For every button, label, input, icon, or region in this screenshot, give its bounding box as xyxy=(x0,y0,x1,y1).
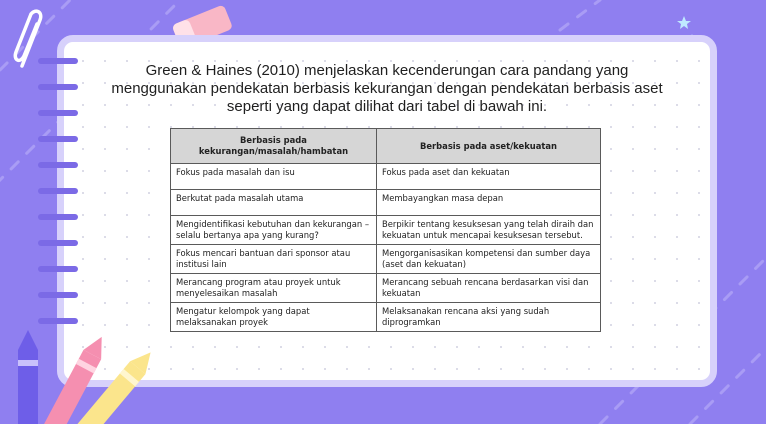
comparison-table xyxy=(170,128,601,332)
notebook-ring-icon xyxy=(38,240,78,246)
notebook-ring-icon xyxy=(38,266,78,272)
notebook-ring-icon xyxy=(38,110,78,116)
intro-paragraph: Green & Haines (2010) menjelaskan kecenderungan cara pandang yang menggunakan pendekatan berbasis kekurangan dengan pendekatan berbasis aset seperti yang dapat dilihat dari tabel di bawah ini. xyxy=(111,62,663,115)
table-cell: Merancang program atau proyek untuk menyelesaikan masalah xyxy=(171,274,377,303)
table-cell: Berpikir tentang kesuksesan yang telah diraih dan kekuatan untuk mencapai kesuksesan tersebut. xyxy=(377,216,601,245)
notebook-ring-icon xyxy=(38,188,78,194)
table-cell: Mengidentifikasi kebutuhan dan kekurangan – selalu bertanya apa yang kurang? xyxy=(171,216,377,245)
table-row xyxy=(171,303,601,332)
table-cell: Merancang sebuah rencana berdasarkan visi dan kekuatan xyxy=(377,274,601,303)
crayon-icon xyxy=(0,322,160,424)
table-cell: Fokus pada aset dan kekuatan xyxy=(377,164,601,190)
notebook-ring-icon xyxy=(38,162,78,168)
notebook-ring-icon xyxy=(38,292,78,298)
table-header-row xyxy=(171,129,601,164)
table-row xyxy=(171,164,601,190)
column-header-asset: Berbasis pada aset/kekuatan xyxy=(377,129,601,164)
table-row xyxy=(171,274,601,303)
table-cell: Fokus pada masalah dan isu xyxy=(171,164,377,190)
table-cell: Mengorganisasikan kompetensi dan sumber daya (aset dan kekuatan) xyxy=(377,245,601,274)
table-cell: Fokus mencari bantuan dari sponsor atau institusi lain xyxy=(171,245,377,274)
table-cell: Melaksanakan rencana aksi yang sudah diprogramkan xyxy=(377,303,601,332)
notebook-ring-icon xyxy=(38,58,78,64)
notebook-rings xyxy=(38,58,78,358)
notebook-ring-icon xyxy=(38,214,78,220)
table-row xyxy=(171,216,601,245)
table-cell: Berkutat pada masalah utama xyxy=(171,190,377,216)
table-row xyxy=(171,190,601,216)
notebook-ring-icon xyxy=(38,136,78,142)
table-cell: Mengatur kelompok yang dapat melaksanakan proyek xyxy=(171,303,377,332)
notebook-ring-icon xyxy=(38,84,78,90)
table-cell: Membayangkan masa depan xyxy=(377,190,601,216)
column-header-deficit: Berbasis pada kekurangan/masalah/hambatan xyxy=(171,129,377,164)
table-row xyxy=(171,245,601,274)
